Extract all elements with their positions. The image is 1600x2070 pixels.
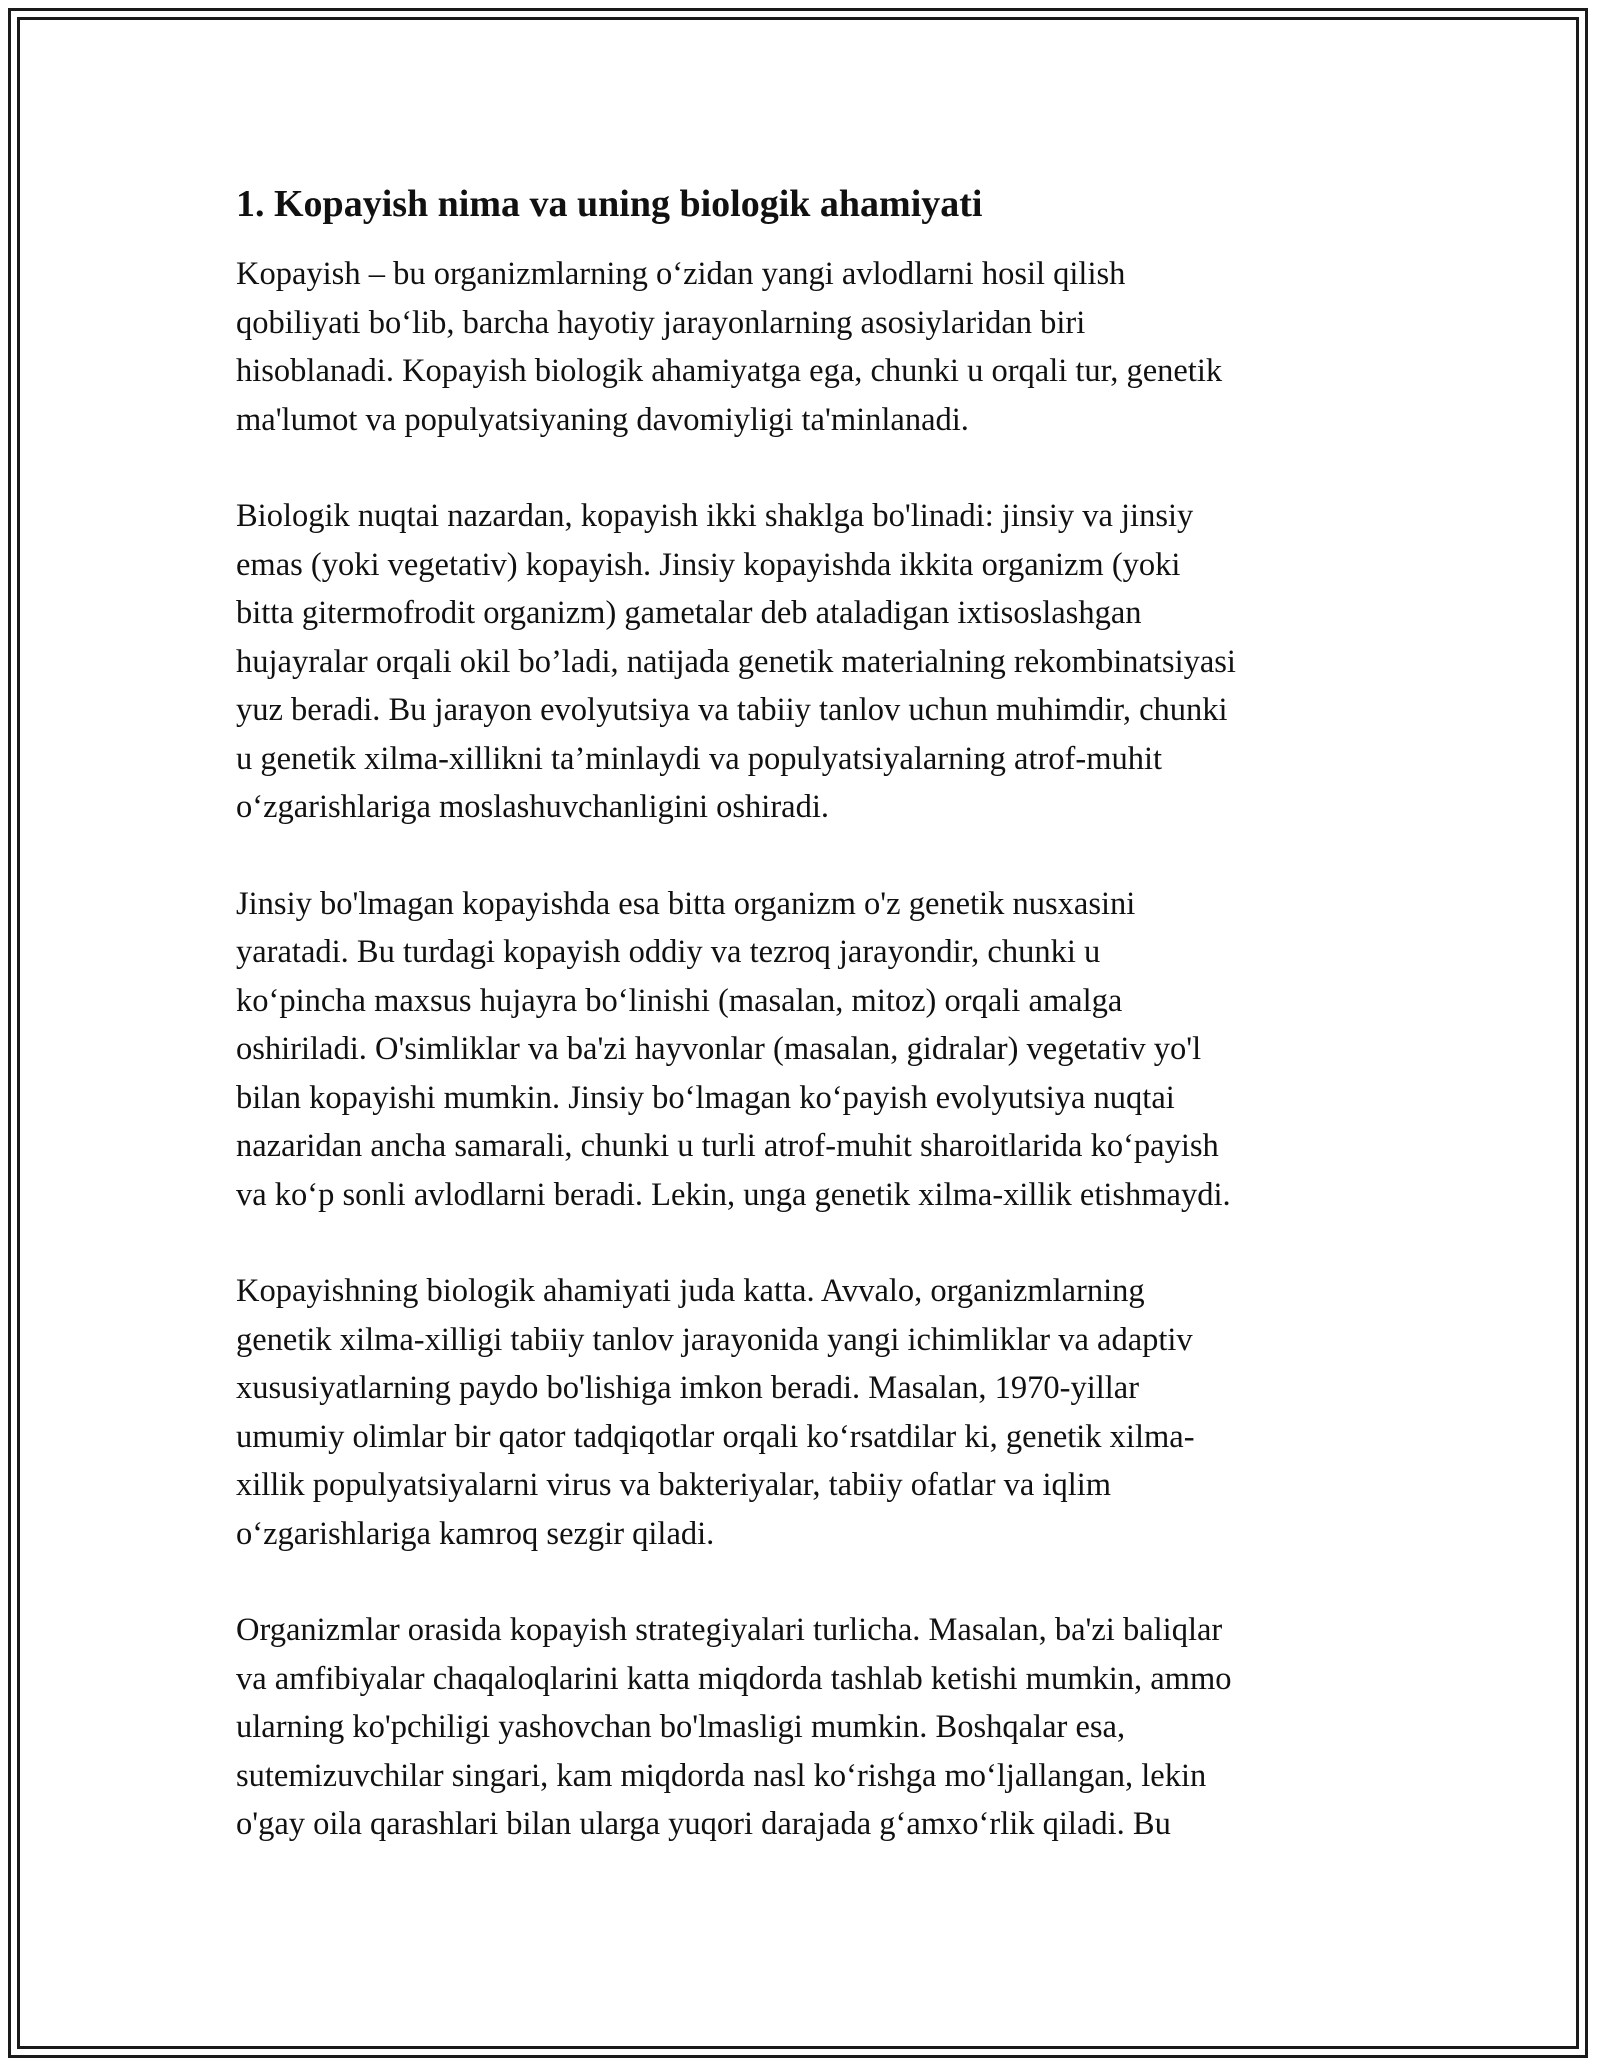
text-line: Organizmlar orasida kopayish strategiyalari turlicha. Masalan, ba'zi baliqlar [236, 1612, 1223, 1648]
paragraph-1 [236, 250, 1386, 444]
text-line: yuz beradi. Bu jarayon evolyutsiya va tabiiy tanlov uchun muhimdir, chunki [236, 692, 1228, 728]
text-line: o‘zgarishlariga kamroq sezgir qiladi. [236, 1515, 715, 1552]
text-line: va ko‘p sonli avlodlarni beradi. Lekin, unga genetik xilma-xillik etishmaydi. [236, 1176, 1231, 1213]
text-line: yaratadi. Bu turdagi kopayish oddiy va tezroq jarayondir, chunki u [236, 934, 1101, 970]
paragraph-3 [236, 880, 1386, 1220]
text-line: o'gay oila qarashlari bilan ularga yuqori darajada g‘amxo‘rlik qiladi. Bu [236, 1806, 1171, 1842]
text-line: o‘zgarishlariga moslashuvchanligini oshiradi. [236, 789, 829, 825]
document-body [236, 180, 1386, 1897]
text-line: xillik populyatsiyalarni virus va bakteriyalar, tabiiy ofatlar va iqlim [236, 1467, 1112, 1503]
text-line: Jinsiy bo'lmagan kopayishda esa bitta organizm o'z genetik nusxasini [236, 885, 1136, 922]
text-line: ma'lumot va populyatsiyaning davomiyligi ta'minlanadi. [236, 401, 969, 438]
text-line: Kopayish – bu organizmlarning o‘zidan yangi avlodlarni hosil qilish [236, 256, 1126, 292]
paragraph-5 [236, 1606, 1386, 1849]
text-line: nazaridan ancha samarali, chunki u turli atrof-muhit sharoitlarida ko‘payish [236, 1128, 1219, 1164]
text-line: hujayralar orqali okil bo’ladi, natijada genetik materialning rekombinatsiyasi [236, 643, 1236, 680]
text-line: umumiy olimlar bir qator tadqiqotlar orqali ko‘rsatdilar ki, genetik xilma- [236, 1418, 1195, 1455]
text-line: ularning ko'pchiligi yashovchan bo'lmasligi mumkin. Boshqalar esa, [236, 1709, 1126, 1745]
text-line: ko‘pincha maxsus hujayra bo‘linishi (masalan, mitoz) orqali amalga [236, 982, 1123, 1019]
text-line: bilan kopayishi mumkin. Jinsiy bo‘lmagan ko‘payish evolyutsiya nuqtai [236, 1079, 1175, 1116]
text-line: genetik xilma-xilligi tabiiy tanlov jarayonida yangi ichimliklar va adaptiv [236, 1321, 1193, 1358]
text-line: sutemizuvchilar singari, kam miqdorda nasl ko‘rishga mo‘ljallangan, lekin [236, 1757, 1207, 1794]
text-line: hisoblanadi. Kopayish biologik ahamiyatga ega, chunki u orqali tur, genetik [236, 353, 1223, 389]
text-line: oshiriladi. O'simliklar va ba'zi hayvonlar (masalan, gidralar) vegetativ yo'l [236, 1031, 1202, 1067]
text-line: Biologik nuqtai nazardan, kopayish ikki shaklga bo'linadi: jinsiy va jinsiy [236, 498, 1194, 534]
text-line: va amfibiyalar chaqaloqlarini katta miqdorda tashlab ketishi mumkin, ammo [236, 1660, 1232, 1697]
text-line: emas (yoki vegetativ) kopayish. Jinsiy kopayishda ikkita organizm (yoki [236, 546, 1181, 583]
paragraph-2 [236, 492, 1386, 832]
text-line: qobiliyati bo‘lib, barcha hayotiy jarayonlarning asosiylaridan biri [236, 304, 1086, 341]
paragraph-4 [236, 1267, 1386, 1558]
text-line: Kopayishning biologik ahamiyati juda katta. Avvalo, organizmlarning [236, 1273, 1145, 1309]
text-line: xususiyatlarning paydo bo'lishiga imkon beradi. Masalan, 1970-yillar [236, 1370, 1140, 1406]
section-heading: 1. Kopayish nima va uning biologik ahamiyati [236, 183, 983, 225]
text-line: bitta gitermofrodit organizm) gametalar deb ataladigan ixtisoslashgan [236, 595, 1142, 631]
text-line: u genetik xilma-xillikni ta’minlaydi va populyatsiyalarning atrof-muhit [236, 740, 1163, 777]
